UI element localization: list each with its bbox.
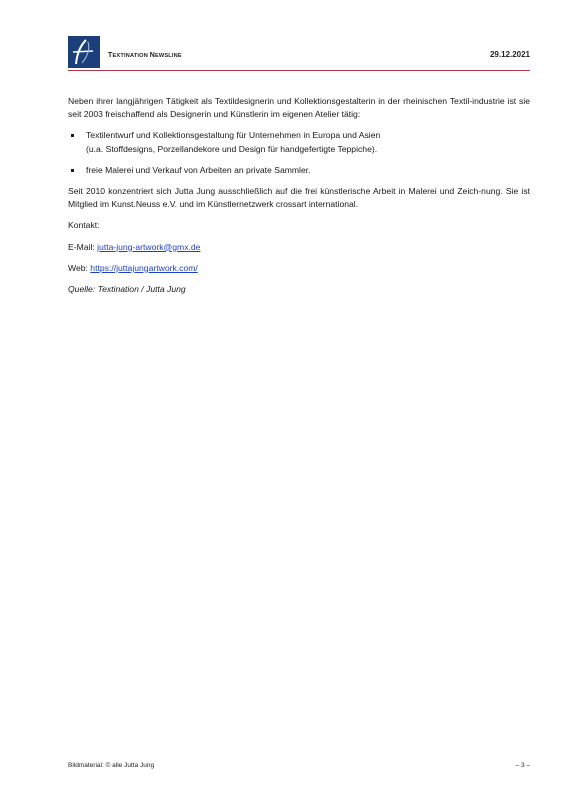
list-item-line: (u.a. Stoffdesigns, Porzellandekore und Design für handgefertigte Teppiche). (86, 143, 378, 154)
article-body (68, 95, 530, 304)
list-item-line: Textilentwurf und Kollektionsgestaltung für Unternehmen in Europa und Asien (86, 130, 381, 141)
email-link[interactable]: jutta-jung-artwork@gmx.de (97, 241, 201, 252)
contact-heading: Kontakt: (68, 220, 100, 231)
intro-paragraph: Neben ihrer langjährigen Tätigkeit als Textildesignerin und Kollektionsgestalterin in der rheinischen Textil-industrie ist sie seit 2003 freischaffend als Designerin und Künstlerin im eigenen Atelier tätig: (68, 96, 530, 120)
page-number: – 3 – (515, 762, 530, 769)
web-line (68, 262, 530, 275)
email-line (68, 241, 530, 254)
list-item (68, 129, 530, 155)
header-divider (68, 70, 530, 71)
website-link[interactable]: https://juttajungartwork.com/ (90, 262, 198, 273)
issue-date: 29.12.2021 (489, 50, 530, 59)
list-item-line: freie Malerei und Verkauf von Arbeiten an private Sammler. (86, 164, 311, 175)
web-label: Web: (68, 262, 91, 273)
page-header (68, 30, 530, 74)
newsletter-brand: TEXTINATION NEWSLINE (108, 52, 182, 59)
activity-list (68, 129, 530, 177)
textination-logo-icon (68, 36, 100, 68)
since-2010-paragraph: Seit 2010 konzentriert sich Jutta Jung ausschließlich auf die frei künstlerische Arbeit in Malerei und Zeich-nung. Sie ist Mitglied im Kunst.Neuss e.V. und im Künstlernetzwerk crossart international. (68, 186, 530, 210)
image-credit: Bildmaterial: © alle Jutta Jung (68, 762, 155, 769)
list-item (68, 164, 530, 177)
source-credit: Quelle: Textination / Jutta Jung (68, 284, 186, 295)
email-label: E-Mail: (68, 241, 98, 252)
